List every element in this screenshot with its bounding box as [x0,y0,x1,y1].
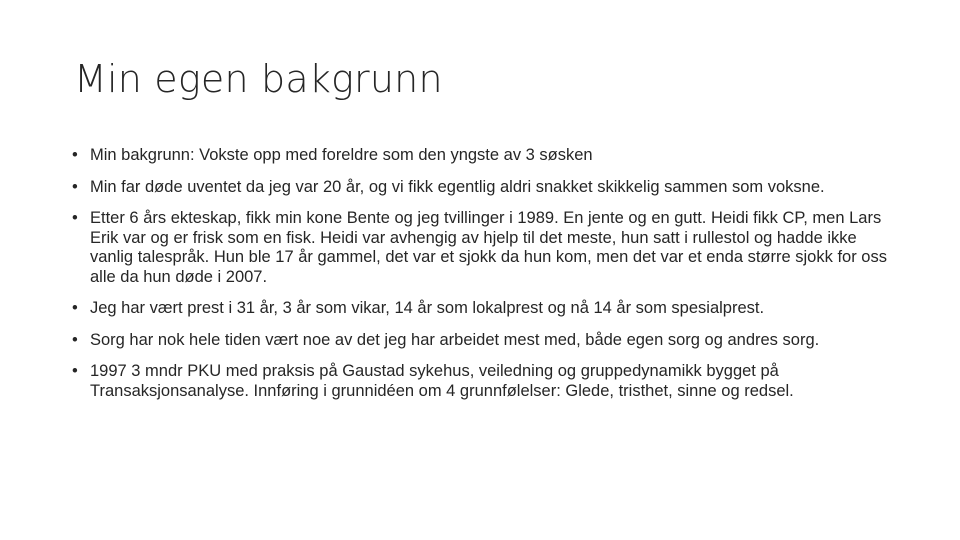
bullet-text: Sorg har nok hele tiden vært noe av det jeg har arbeidet mest med, både egen sorg og andres sorg. [90,330,820,349]
bullet-item [72,209,892,287]
bullet-dot-icon: • [72,177,78,196]
bullet-dot-icon: • [72,330,78,349]
bullet-dot-icon: • [72,146,78,164]
bullet-text: Jeg har vært prest i 31 år, 3 år som vikar, 14 år som lokalprest og nå 14 år som spesialprest. [90,299,765,317]
bullet-dot-icon: • [72,209,78,227]
bullet-text: 1997 3 mndr PKU med praksis på Gaustad sykehus, veiledning og gruppedynamikk bygget på Transaksjonsanalyse. Innføring i grunnidéen om 4 grunnfølelser: Glede, tristhet, sinne og redsel. [90,362,794,400]
bullet-item [72,178,892,198]
bullet-text: Etter 6 års ekteskap, fikk min kone Bente og jeg tvillinger i 1989. En jente og en gutt. Heidi fikk CP, men Lars Erik var og er frisk som en fisk. Heidi var avhengig av hjelp til det meste, hun satt i rullestol og hadde ikke vanlig talespråk. Hun ble 17 år gammel, det var et sjokk da hun kom, men det var et enda større sjokk for oss alle da hun døde i 2007. [90,209,887,286]
bullet-item [72,362,892,401]
bullet-text: Min far døde uventet da jeg var 20 år, og vi fikk egentlig aldri snakket skikkelig sammen som voksne. [90,177,825,196]
bullet-dot-icon: • [72,299,78,317]
bullet-list [72,146,892,413]
bullet-item [72,299,892,319]
slide-title: Min egen bakgrunn [74,57,443,101]
bullet-dot-icon: • [72,362,78,380]
bullet-item [72,331,892,351]
bullet-item [72,146,892,166]
bullet-text: Min bakgrunn: Vokste opp med foreldre som den yngste av 3 søsken [90,146,593,164]
